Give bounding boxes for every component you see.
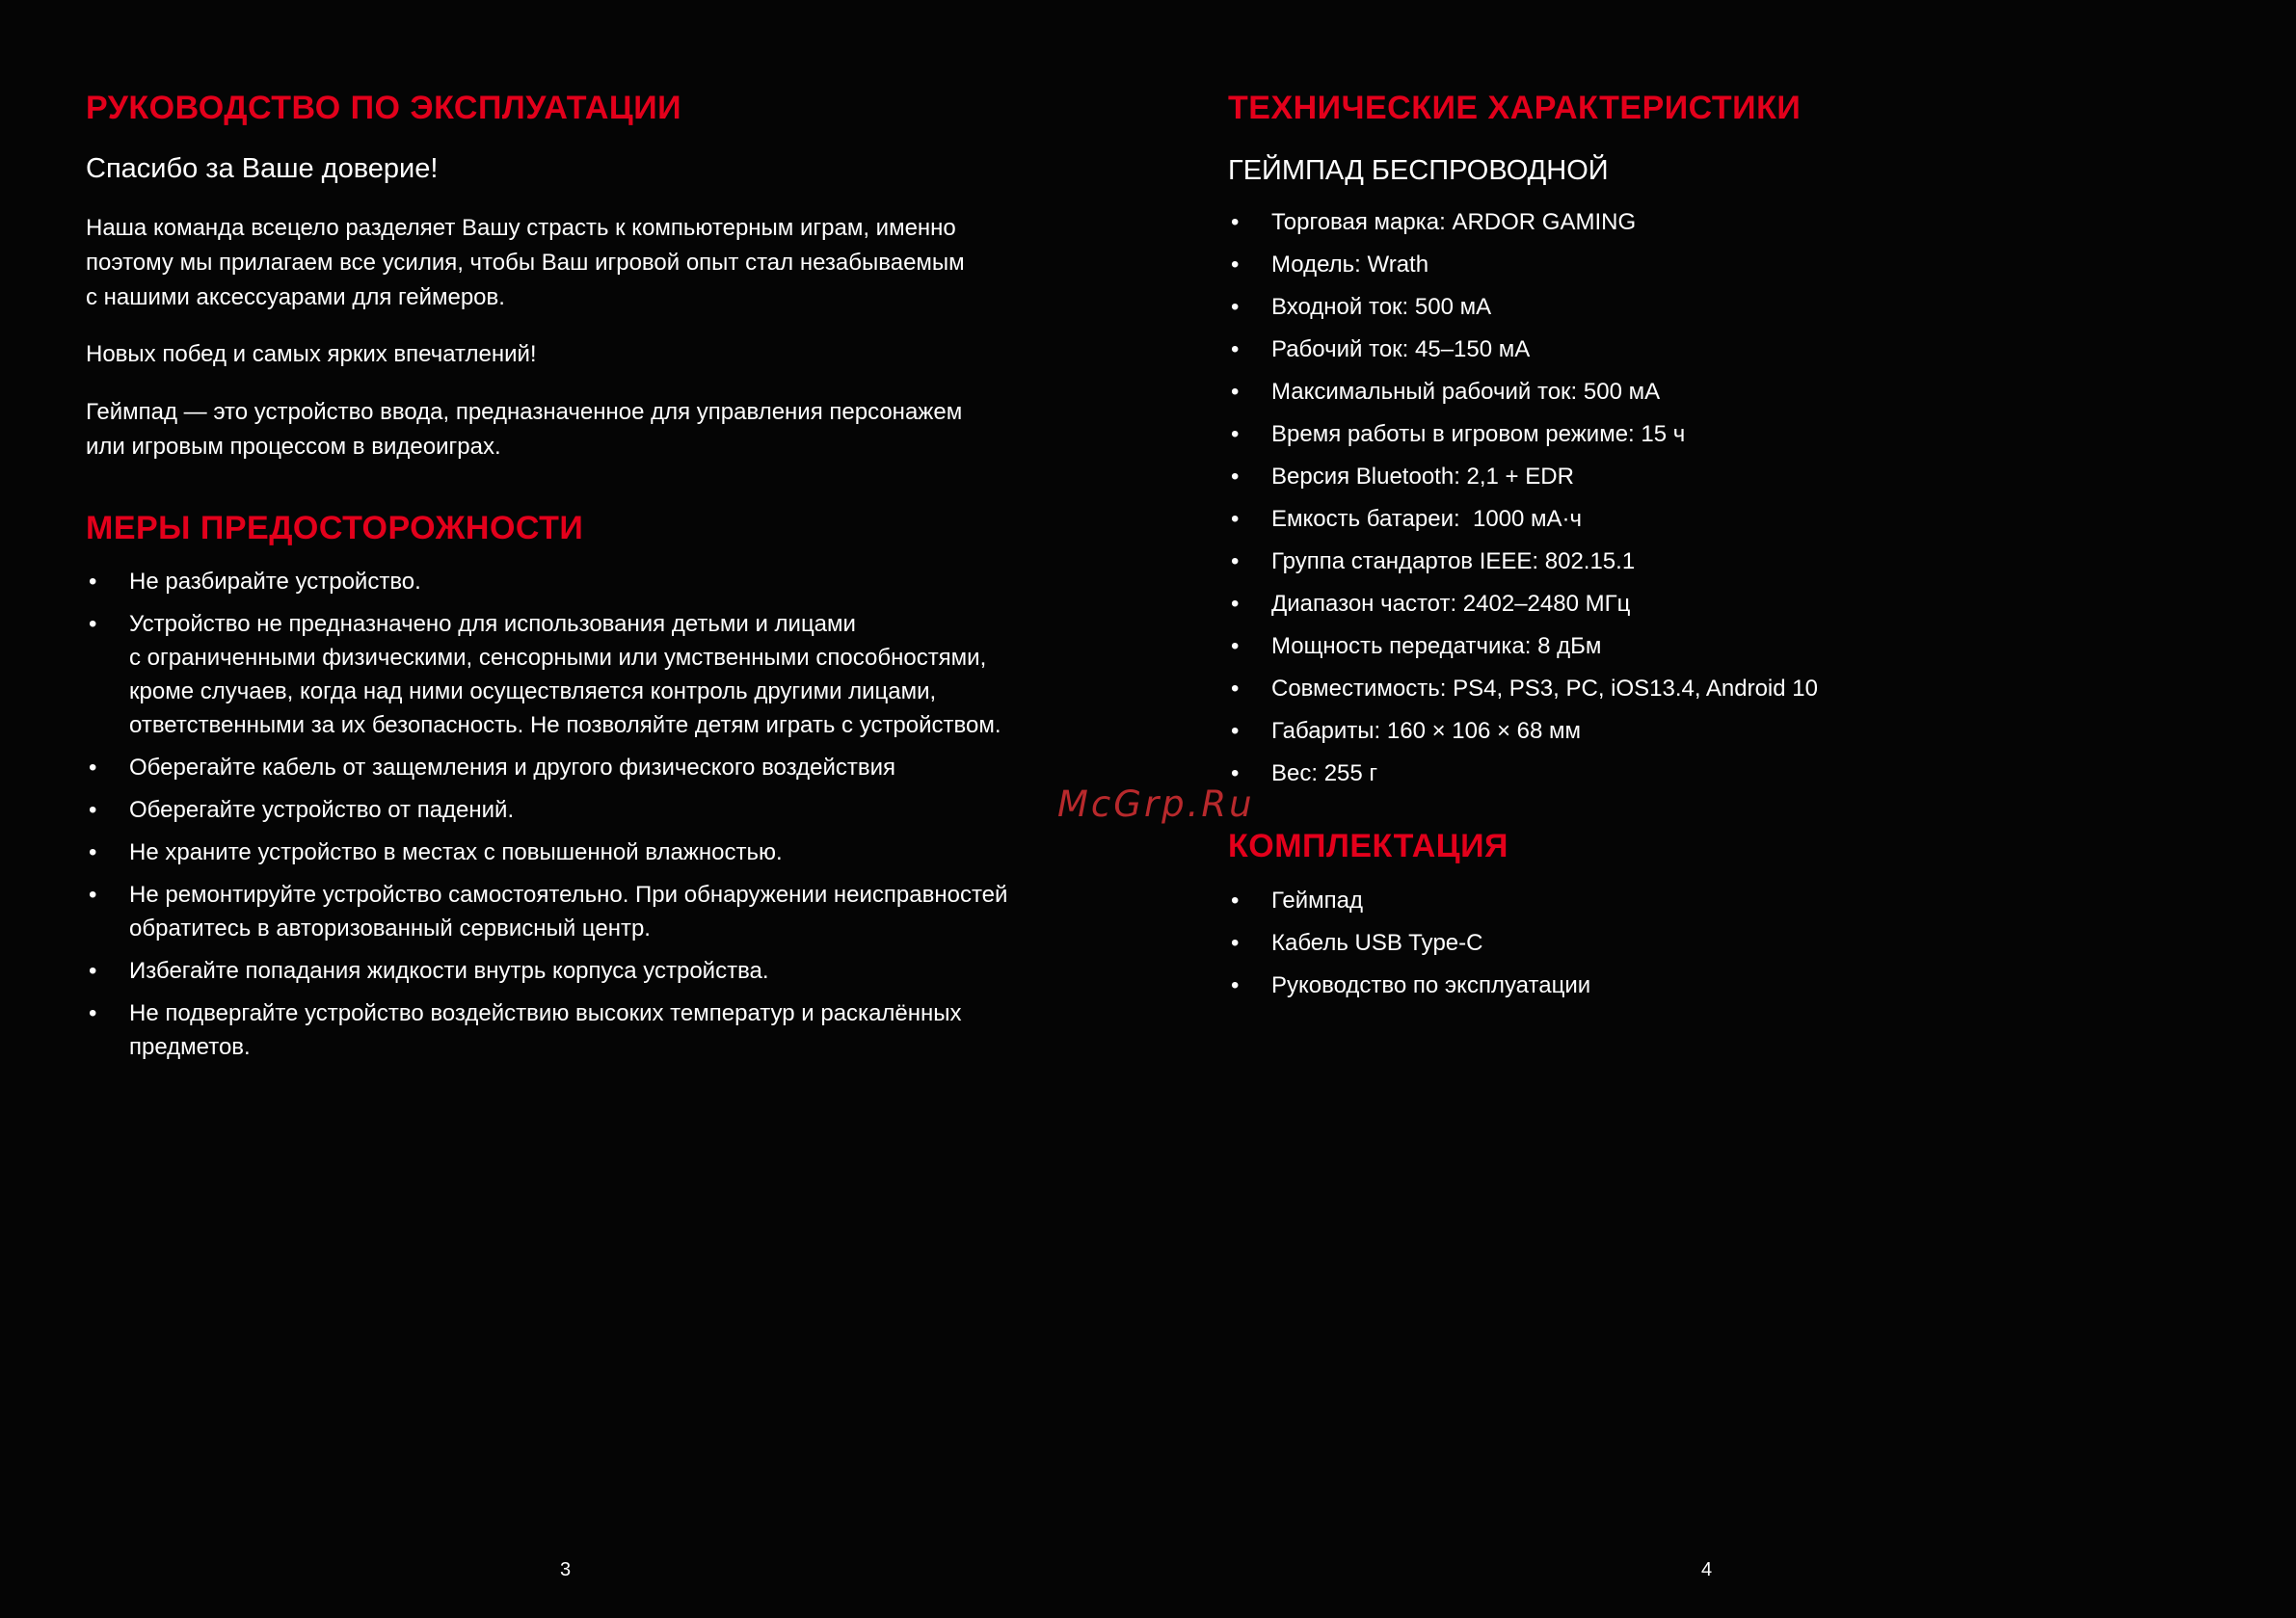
- specs-title: ТЕХНИЧЕСКИЕ ХАРАКТЕРИСТИКИ: [1228, 90, 1802, 126]
- bullet-icon: •: [1231, 421, 1240, 447]
- list-item: • Диапазон частот: 2402–2480 МГц: [1228, 587, 2230, 621]
- bullet-icon: •: [1231, 591, 1240, 617]
- bullet-icon: •: [89, 569, 97, 595]
- bullet-icon: •: [1231, 888, 1240, 914]
- intro-line: поэтому мы прилагаем все усилия, чтобы Ваш игровой опыт стал незабываемым: [86, 250, 965, 276]
- list-item: • Не храните устройство в местах с повышенной влажностью.: [86, 836, 1088, 869]
- bullet-icon: •: [1231, 633, 1240, 659]
- list-item: • Оберегайте устройство от падений.: [86, 793, 1088, 827]
- list-item: • Модель: Wrath: [1228, 248, 2230, 281]
- bullet-icon: •: [1231, 676, 1240, 702]
- bullet-icon: •: [89, 797, 97, 823]
- bullet-icon: •: [1231, 379, 1240, 405]
- list-item: • Рабочий ток: 45–150 мА: [1228, 332, 2230, 366]
- bullet-icon: •: [89, 958, 97, 984]
- wish-text: Новых побед и самых ярких впечатлений!: [86, 341, 537, 367]
- bullet-icon: •: [1231, 718, 1240, 744]
- list-item: • Емкость батареи: 1000 мА·ч: [1228, 502, 2230, 536]
- definition-line: Геймпад — это устройство ввода, предназначенное для управления персонажем: [86, 399, 963, 425]
- list-item: • Кабель USB Type-C: [1228, 926, 2230, 960]
- list-item: • Версия Bluetooth: 2,1 + EDR: [1228, 460, 2230, 493]
- bullet-icon: •: [89, 755, 97, 781]
- bullet-icon: •: [89, 1000, 97, 1026]
- specs-subtitle: ГЕЙМПАД БЕСПРОВОДНОЙ: [1228, 155, 1609, 186]
- list-item: • Совместимость: PS4, PS3, PC, iOS13.4, Android 10: [1228, 672, 2230, 705]
- bullet-icon: •: [1231, 209, 1240, 235]
- definition-paragraph: [86, 395, 1069, 464]
- list-item: • Оберегайте кабель от защемления и другого физического воздействия: [86, 751, 1088, 784]
- list-item: • Не разбирайте устройство.: [86, 565, 1088, 598]
- list-item: • Не подвергайте устройство воздействию высоких температур и раскалённых предметов.: [86, 996, 1088, 1064]
- watermark: McGrp.Ru: [1057, 783, 1255, 825]
- list-item: • Мощность передатчика: 8 дБм: [1228, 629, 2230, 663]
- list-item: • Время работы в игровом режиме: 15 ч: [1228, 417, 2230, 451]
- precautions-list: [86, 565, 1088, 1073]
- bullet-icon: •: [1231, 972, 1240, 998]
- bullet-icon: •: [1231, 294, 1240, 320]
- list-item: • Вес: 255 г: [1228, 756, 2230, 790]
- thanks-text: Спасибо за Ваше доверие!: [86, 153, 439, 184]
- definition-line: или игровым процессом в видеоиграх.: [86, 434, 501, 460]
- bullet-icon: •: [1231, 506, 1240, 532]
- list-item: • Устройство не предназначено для использования детьми и лицами с ограниченными физическими, сенсорными или умственными способностями, кроме случаев, когда над ними осуществляется контроль другими лицами, ответственными за их безопасность. Не позволяйте детям играть с устройством.: [86, 607, 1088, 742]
- list-item: • Торговая марка: ARDOR GAMING: [1228, 205, 2230, 239]
- list-item: • Группа стандартов IEEE: 802.15.1: [1228, 544, 2230, 578]
- list-item: • Входной ток: 500 мА: [1228, 290, 2230, 324]
- package-list: [1228, 884, 2230, 1011]
- bullet-icon: •: [1231, 548, 1240, 574]
- bullet-icon: •: [89, 611, 97, 637]
- bullet-icon: •: [1231, 464, 1240, 490]
- bullet-icon: •: [89, 839, 97, 865]
- list-item: • Габариты: 160 × 106 × 68 мм: [1228, 714, 2230, 748]
- list-item: • Избегайте попадания жидкости внутрь корпуса устройства.: [86, 954, 1088, 988]
- bullet-icon: •: [89, 882, 97, 908]
- bullet-icon: •: [1231, 252, 1240, 278]
- list-item: • Не ремонтируйте устройство самостоятельно. При обнаружении неисправностей обратитесь в авторизованный сервисный центр.: [86, 878, 1088, 945]
- page-number: 4: [1701, 1559, 1713, 1580]
- manual-title: РУКОВОДСТВО ПО ЭКСПЛУАТАЦИИ: [86, 90, 682, 126]
- right-page: [1148, 0, 2296, 1618]
- list-item: • Геймпад: [1228, 884, 2230, 917]
- bullet-icon: •: [1231, 760, 1240, 786]
- precautions-title: МЕРЫ ПРЕДОСТОРОЖНОСТИ: [86, 510, 584, 546]
- package-title: КОМПЛЕКТАЦИЯ: [1228, 828, 1508, 864]
- intro-paragraph: [86, 211, 1069, 315]
- list-item: • Максимальный рабочий ток: 500 мА: [1228, 375, 2230, 409]
- specs-list: [1228, 205, 2230, 799]
- bullet-icon: •: [1231, 930, 1240, 956]
- list-item: • Руководство по эксплуатации: [1228, 968, 2230, 1002]
- page-number: 3: [560, 1559, 572, 1580]
- bullet-icon: •: [1231, 336, 1240, 362]
- intro-line: с нашими аксессуарами для геймеров.: [86, 284, 505, 310]
- intro-line: Наша команда всецело разделяет Вашу страсть к компьютерным играм, именно: [86, 215, 956, 241]
